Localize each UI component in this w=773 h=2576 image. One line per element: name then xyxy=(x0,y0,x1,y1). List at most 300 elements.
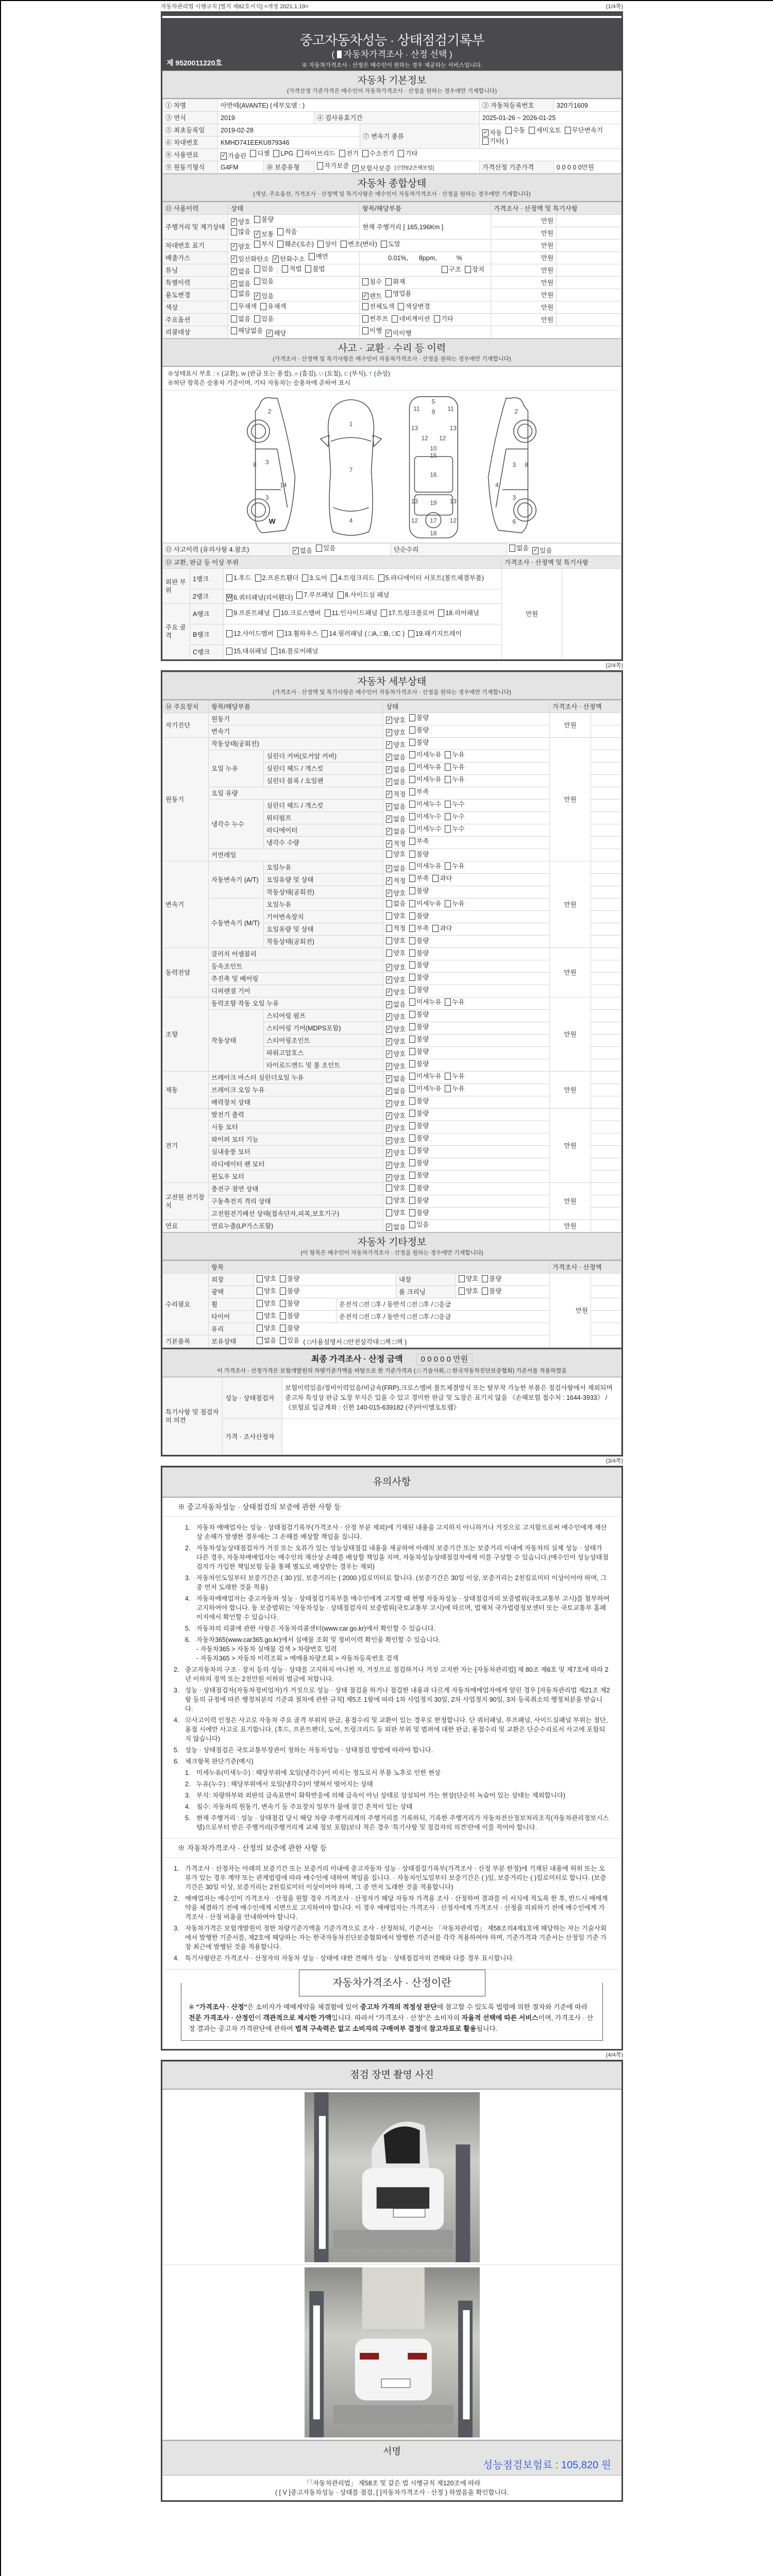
unchecked-box-icon[interactable] xyxy=(280,1337,286,1344)
checked-box-icon[interactable]: ✓ xyxy=(231,256,237,262)
checkbox-option[interactable] xyxy=(231,228,250,236)
checkbox-option[interactable] xyxy=(274,609,321,617)
checkbox-option[interactable] xyxy=(385,329,411,337)
checkbox-option[interactable] xyxy=(297,149,335,158)
checkbox-option[interactable] xyxy=(386,1099,406,1108)
checked-box-icon[interactable]: ✓ xyxy=(386,1125,392,1131)
unchecked-box-icon[interactable] xyxy=(325,609,331,617)
unchecked-box-icon[interactable] xyxy=(274,609,280,617)
remark-field[interactable] xyxy=(591,1146,621,1158)
unchecked-box-icon[interactable] xyxy=(277,630,283,637)
checkbox-option[interactable] xyxy=(231,255,269,263)
remark-field[interactable] xyxy=(591,1158,621,1171)
remark-field[interactable] xyxy=(591,1109,621,1121)
checkbox-option[interactable] xyxy=(386,1124,406,1132)
unchecked-box-icon[interactable] xyxy=(255,574,261,582)
unchecked-box-icon[interactable] xyxy=(386,1197,392,1204)
unchecked-box-icon[interactable] xyxy=(280,1312,286,1319)
unchecked-box-icon[interactable] xyxy=(254,216,260,223)
checked-box-icon[interactable]: ✓ xyxy=(386,828,392,834)
checkbox-option[interactable] xyxy=(362,302,394,311)
unchecked-box-icon[interactable] xyxy=(280,1300,286,1307)
remark-field[interactable] xyxy=(591,923,621,936)
remark-field[interactable] xyxy=(591,1208,621,1220)
checkbox-option[interactable] xyxy=(386,728,406,737)
checked-box-icon[interactable]: ✓ xyxy=(386,754,392,760)
checkbox-option[interactable] xyxy=(362,278,382,286)
checkbox-option[interactable] xyxy=(386,912,406,920)
checkbox-option[interactable] xyxy=(386,1161,406,1170)
checkbox-option[interactable] xyxy=(445,763,464,771)
checkbox-option[interactable] xyxy=(386,716,406,724)
remark-field[interactable] xyxy=(591,1035,621,1047)
unchecked-box-icon[interactable] xyxy=(226,648,232,655)
unchecked-box-icon[interactable] xyxy=(409,1221,415,1228)
unchecked-box-icon[interactable] xyxy=(386,851,392,858)
checkbox-option[interactable] xyxy=(362,315,388,323)
remark-field[interactable] xyxy=(591,1072,621,1084)
checkbox-option[interactable] xyxy=(280,1275,299,1283)
unchecked-box-icon[interactable] xyxy=(280,1275,286,1282)
checkbox-option[interactable] xyxy=(317,240,337,248)
checkbox-option[interactable] xyxy=(409,775,441,784)
checkbox-option[interactable] xyxy=(339,149,359,158)
checkbox-option[interactable] xyxy=(386,1013,406,1021)
checkbox-option[interactable] xyxy=(231,327,263,335)
checkbox-option[interactable] xyxy=(409,998,441,1006)
unchecked-box-icon[interactable] xyxy=(409,1209,415,1216)
unchecked-box-icon[interactable] xyxy=(386,912,392,920)
unchecked-box-icon[interactable] xyxy=(432,925,439,932)
checked-box-icon[interactable]: ✓ xyxy=(386,330,391,336)
checkbox-option[interactable] xyxy=(317,162,349,170)
checkbox-option[interactable] xyxy=(506,126,525,134)
unchecked-box-icon[interactable] xyxy=(409,1172,415,1179)
checkbox-option[interactable] xyxy=(409,738,429,747)
checkbox-option[interactable] xyxy=(386,850,406,858)
checkbox-option[interactable] xyxy=(231,290,250,298)
checkbox-option[interactable] xyxy=(309,252,328,261)
checked-box-icon[interactable]: ✓ xyxy=(386,1075,392,1081)
checkbox-option[interactable] xyxy=(445,900,464,908)
checkbox-option[interactable] xyxy=(221,152,246,160)
remark-field[interactable] xyxy=(591,1183,621,1195)
remark-field[interactable] xyxy=(557,314,621,326)
checkbox-option[interactable] xyxy=(331,574,375,582)
unchecked-box-icon[interactable] xyxy=(339,150,345,157)
unchecked-box-icon[interactable] xyxy=(257,1312,263,1319)
checkbox-option[interactable] xyxy=(386,778,406,786)
checkbox-option[interactable] xyxy=(386,1087,406,1095)
checkbox-option[interactable] xyxy=(302,574,327,582)
checkbox-option[interactable] xyxy=(226,574,251,582)
checkbox-option[interactable] xyxy=(386,976,406,984)
unchecked-box-icon[interactable] xyxy=(409,801,415,808)
checkbox-option[interactable] xyxy=(409,1146,429,1155)
checkbox-option[interactable] xyxy=(257,1287,276,1295)
remark-field[interactable] xyxy=(591,1084,621,1096)
remark-field[interactable] xyxy=(591,911,621,923)
unchecked-box-icon[interactable] xyxy=(409,998,415,1006)
checked-box-icon[interactable]: ✓ xyxy=(221,152,226,159)
unchecked-box-icon[interactable] xyxy=(506,127,512,134)
checkbox-option[interactable] xyxy=(386,1174,406,1182)
checkbox-option[interactable] xyxy=(386,1025,406,1033)
remark-field[interactable] xyxy=(591,899,621,911)
checkbox-option[interactable] xyxy=(254,215,274,224)
checkbox-option[interactable] xyxy=(409,986,429,994)
checkbox-option[interactable] xyxy=(386,803,406,811)
remark-field[interactable] xyxy=(557,215,621,227)
checkbox-option[interactable] xyxy=(226,647,267,655)
checkbox-option[interactable] xyxy=(280,1324,299,1332)
remark-field[interactable] xyxy=(591,985,621,997)
checked-box-icon[interactable]: ✓ xyxy=(386,865,392,871)
remark-field[interactable] xyxy=(591,1311,621,1323)
checkbox-option[interactable] xyxy=(482,137,508,145)
unchecked-box-icon[interactable] xyxy=(409,1023,415,1030)
remark-field[interactable] xyxy=(591,1059,621,1072)
unchecked-box-icon[interactable] xyxy=(409,900,415,907)
checkbox-option[interactable] xyxy=(445,862,464,870)
checkbox-option[interactable] xyxy=(305,265,325,273)
unchecked-box-icon[interactable] xyxy=(398,303,404,310)
checkbox-option[interactable] xyxy=(386,865,406,873)
remark-field[interactable] xyxy=(591,936,621,948)
remark-field[interactable] xyxy=(591,1022,621,1035)
unchecked-box-icon[interactable] xyxy=(442,266,448,273)
checkbox-option[interactable] xyxy=(254,230,274,239)
checkbox-option[interactable] xyxy=(386,1149,406,1157)
checkbox-option[interactable] xyxy=(409,1047,429,1056)
unchecked-box-icon[interactable] xyxy=(386,950,392,957)
checked-box-icon[interactable]: ✓ xyxy=(386,1137,392,1143)
unchecked-box-icon[interactable] xyxy=(392,315,398,323)
unchecked-box-icon[interactable] xyxy=(409,739,415,746)
checkbox-option[interactable] xyxy=(386,1209,406,1217)
checkbox-option[interactable] xyxy=(231,280,250,288)
checkbox-option[interactable] xyxy=(386,1184,406,1192)
checked-box-icon[interactable]: ✓ xyxy=(386,1162,392,1168)
checkbox-option[interactable] xyxy=(482,1275,501,1283)
remark-field[interactable] xyxy=(557,227,621,240)
checked-box-icon[interactable]: ✓ xyxy=(386,1149,392,1156)
checkbox-option[interactable] xyxy=(409,714,429,722)
checkbox-option[interactable] xyxy=(409,726,429,734)
checked-box-icon[interactable]: ✓ xyxy=(386,989,392,995)
checkbox-option[interactable] xyxy=(282,265,301,273)
checkbox-option[interactable] xyxy=(398,149,417,158)
checkbox-option[interactable] xyxy=(386,766,406,774)
unchecked-box-icon[interactable] xyxy=(409,950,415,957)
checked-box-icon[interactable]: ✓ xyxy=(483,129,488,135)
checkbox-option[interactable] xyxy=(386,1223,406,1231)
checkbox-option[interactable] xyxy=(362,149,394,158)
checkbox-option[interactable] xyxy=(231,302,257,311)
checkbox-option[interactable] xyxy=(445,825,464,833)
unchecked-box-icon[interactable] xyxy=(445,751,451,758)
checkbox-option[interactable] xyxy=(296,591,334,599)
remark-field[interactable] xyxy=(562,569,621,659)
checkbox-option[interactable] xyxy=(381,609,434,617)
unchecked-box-icon[interactable] xyxy=(465,266,471,273)
unchecked-box-icon[interactable] xyxy=(398,150,404,157)
checkbox-option[interactable] xyxy=(280,1287,299,1295)
checked-box-icon[interactable]: ✓ xyxy=(255,231,260,237)
checkbox-option[interactable] xyxy=(386,988,406,996)
checkbox-option[interactable] xyxy=(231,218,250,226)
checked-box-icon[interactable]: ✓ xyxy=(386,890,392,896)
checkbox-option[interactable] xyxy=(386,840,406,848)
unchecked-box-icon[interactable] xyxy=(434,315,440,323)
checked-box-icon[interactable]: ✓ xyxy=(386,877,392,884)
unchecked-box-icon[interactable] xyxy=(409,1134,415,1142)
checked-box-icon[interactable]: ✓ xyxy=(386,766,392,772)
checkbox-option[interactable] xyxy=(386,753,406,761)
checkbox-option[interactable] xyxy=(434,315,453,323)
checkbox-option[interactable] xyxy=(445,812,464,821)
checkbox-option[interactable] xyxy=(409,812,441,821)
unchecked-box-icon[interactable] xyxy=(277,228,283,235)
unchecked-box-icon[interactable] xyxy=(362,278,368,285)
unchecked-box-icon[interactable] xyxy=(277,241,283,248)
checkbox-option[interactable] xyxy=(445,775,464,784)
checkbox-option[interactable] xyxy=(445,1084,464,1093)
checked-box-icon[interactable]: ✓ xyxy=(255,293,260,299)
checked-box-icon[interactable]: ✓ xyxy=(353,165,358,171)
unchecked-box-icon[interactable]: W xyxy=(227,594,232,600)
checkbox-option[interactable] xyxy=(386,889,406,897)
unchecked-box-icon[interactable] xyxy=(409,912,415,920)
remark-field[interactable] xyxy=(591,1010,621,1022)
checkbox-option[interactable] xyxy=(257,1336,276,1345)
unchecked-box-icon[interactable] xyxy=(302,574,308,582)
checkbox-option[interactable] xyxy=(277,240,314,248)
remark-field[interactable] xyxy=(591,861,621,874)
unchecked-box-icon[interactable] xyxy=(381,609,387,617)
checkbox-option[interactable] xyxy=(482,1287,501,1295)
checked-box-icon[interactable]: ✓ xyxy=(386,1112,392,1118)
selection-checkbox[interactable] xyxy=(337,50,342,58)
unchecked-box-icon[interactable] xyxy=(386,900,392,907)
checkbox-option[interactable] xyxy=(362,292,382,300)
checkbox-option[interactable] xyxy=(459,1275,478,1283)
unchecked-box-icon[interactable] xyxy=(316,545,322,552)
checkbox-option[interactable] xyxy=(316,544,335,552)
checkbox-option[interactable] xyxy=(325,609,378,617)
checkbox-option[interactable] xyxy=(257,1275,276,1283)
unchecked-box-icon[interactable] xyxy=(257,1275,263,1282)
checkbox-option[interactable] xyxy=(381,240,400,248)
checked-box-icon[interactable]: ✓ xyxy=(386,717,392,723)
remark-field[interactable] xyxy=(591,1286,621,1298)
unchecked-box-icon[interactable] xyxy=(409,974,415,981)
checked-box-icon[interactable]: ✓ xyxy=(386,741,392,748)
remark-field[interactable] xyxy=(591,1274,621,1286)
unchecked-box-icon[interactable] xyxy=(409,1048,415,1055)
checkbox-option[interactable] xyxy=(255,574,299,582)
unchecked-box-icon[interactable] xyxy=(409,937,415,944)
unchecked-box-icon[interactable] xyxy=(445,1073,451,1080)
unchecked-box-icon[interactable] xyxy=(257,1337,263,1344)
remark-field[interactable] xyxy=(591,824,621,837)
unchecked-box-icon[interactable] xyxy=(459,1275,465,1282)
checkbox-option[interactable] xyxy=(271,647,318,655)
remark-field[interactable] xyxy=(591,812,621,824)
remark-field[interactable] xyxy=(591,973,621,985)
checkbox-option[interactable] xyxy=(532,547,552,555)
checked-box-icon[interactable]: ✓ xyxy=(273,256,278,262)
checkbox-option[interactable] xyxy=(386,1075,406,1083)
checked-box-icon[interactable]: ✓ xyxy=(386,1174,392,1180)
unchecked-box-icon[interactable] xyxy=(309,253,315,260)
checkbox-option[interactable] xyxy=(352,164,391,173)
checked-box-icon[interactable]: ✓ xyxy=(533,547,538,553)
checkbox-option[interactable] xyxy=(386,1112,406,1120)
unchecked-box-icon[interactable] xyxy=(409,726,415,734)
remark-field[interactable] xyxy=(591,1133,621,1146)
unchecked-box-icon[interactable] xyxy=(385,290,392,297)
unchecked-box-icon[interactable] xyxy=(459,1287,465,1295)
unchecked-box-icon[interactable] xyxy=(409,1184,415,1192)
unchecked-box-icon[interactable] xyxy=(362,327,368,334)
checkbox-option[interactable] xyxy=(254,315,274,323)
checkbox-option[interactable] xyxy=(409,1122,429,1130)
unchecked-box-icon[interactable] xyxy=(409,1197,415,1204)
remark-field[interactable] xyxy=(591,713,621,725)
unchecked-box-icon[interactable] xyxy=(409,1073,415,1080)
unchecked-box-icon[interactable] xyxy=(445,825,451,833)
unchecked-box-icon[interactable] xyxy=(282,265,288,273)
checked-box-icon[interactable]: ✓ xyxy=(386,1100,392,1106)
unchecked-box-icon[interactable] xyxy=(409,1060,415,1067)
checkbox-option[interactable] xyxy=(409,1023,429,1031)
unchecked-box-icon[interactable] xyxy=(445,776,451,783)
unchecked-box-icon[interactable] xyxy=(386,1209,392,1216)
checked-box-icon[interactable]: ✓ xyxy=(293,547,298,553)
unchecked-box-icon[interactable] xyxy=(226,609,232,617)
checkbox-option[interactable] xyxy=(432,924,452,933)
unchecked-box-icon[interactable] xyxy=(296,591,303,599)
unchecked-box-icon[interactable] xyxy=(260,303,266,310)
checkbox-option[interactable] xyxy=(529,126,561,134)
checked-box-icon[interactable]: ✓ xyxy=(386,1088,392,1094)
checkbox-option[interactable] xyxy=(409,900,441,908)
remark-field[interactable] xyxy=(591,1323,621,1335)
unchecked-box-icon[interactable] xyxy=(445,900,451,907)
checkbox-option[interactable] xyxy=(386,1196,406,1205)
checkbox-option[interactable] xyxy=(409,912,429,920)
checked-box-icon[interactable]: ✓ xyxy=(386,1050,392,1057)
checkbox-option[interactable] xyxy=(378,574,484,582)
checkbox-option[interactable] xyxy=(231,243,250,251)
checkbox-option[interactable] xyxy=(231,267,250,276)
checked-box-icon[interactable]: ✓ xyxy=(386,803,392,809)
checkbox-option[interactable] xyxy=(409,850,429,858)
checkbox-option[interactable] xyxy=(385,290,411,298)
unchecked-box-icon[interactable] xyxy=(445,1085,451,1092)
unchecked-box-icon[interactable] xyxy=(362,303,368,310)
checkbox-option[interactable] xyxy=(409,1209,429,1217)
remark-field[interactable] xyxy=(591,960,621,973)
unchecked-box-icon[interactable] xyxy=(409,887,415,894)
checkbox-option[interactable] xyxy=(386,924,406,933)
checkbox-option[interactable] xyxy=(438,609,479,617)
checkbox-option[interactable] xyxy=(257,1324,276,1332)
unchecked-box-icon[interactable] xyxy=(271,648,277,655)
checked-box-icon[interactable]: ✓ xyxy=(386,791,392,797)
unchecked-box-icon[interactable] xyxy=(409,961,415,969)
unchecked-box-icon[interactable] xyxy=(409,1011,415,1018)
unchecked-box-icon[interactable] xyxy=(341,241,347,248)
unchecked-box-icon[interactable] xyxy=(409,875,415,882)
checkbox-option[interactable] xyxy=(341,240,377,248)
checkbox-option[interactable] xyxy=(226,630,274,638)
checkbox-option[interactable] xyxy=(409,937,429,945)
unchecked-box-icon[interactable] xyxy=(408,630,414,637)
checkbox-option[interactable] xyxy=(409,1134,429,1142)
checkbox-option[interactable] xyxy=(386,1038,406,1046)
unchecked-box-icon[interactable] xyxy=(331,574,337,582)
unchecked-box-icon[interactable] xyxy=(362,315,368,323)
checkbox-option[interactable] xyxy=(409,973,429,981)
checkbox-option[interactable] xyxy=(254,292,274,300)
checked-box-icon[interactable]: ✓ xyxy=(386,1001,392,1007)
unchecked-box-icon[interactable] xyxy=(409,986,415,993)
checkbox-option[interactable] xyxy=(254,240,274,248)
remark-field[interactable] xyxy=(591,775,621,787)
checkbox-option[interactable] xyxy=(432,874,452,883)
remark-field[interactable] xyxy=(557,240,621,252)
remark-field[interactable] xyxy=(557,252,621,264)
checked-box-icon[interactable]: ✓ xyxy=(386,1038,392,1044)
unchecked-box-icon[interactable] xyxy=(385,278,392,285)
checkbox-option[interactable] xyxy=(260,302,286,311)
checkbox-option[interactable] xyxy=(459,1287,478,1295)
checked-box-icon[interactable]: ✓ xyxy=(386,778,392,785)
checkbox-option[interactable] xyxy=(482,129,502,137)
unchecked-box-icon[interactable] xyxy=(317,162,323,170)
checkbox-option[interactable] xyxy=(465,265,484,274)
unchecked-box-icon[interactable] xyxy=(254,265,260,273)
remark-field[interactable] xyxy=(557,264,621,277)
unchecked-box-icon[interactable] xyxy=(409,751,415,758)
remark-field[interactable] xyxy=(591,1298,621,1311)
checkbox-option[interactable] xyxy=(409,961,429,969)
checkbox-option[interactable] xyxy=(409,874,429,883)
checked-box-icon[interactable]: ✓ xyxy=(386,816,392,822)
unchecked-box-icon[interactable] xyxy=(409,825,415,833)
checkbox-option[interactable] xyxy=(409,1060,429,1068)
unchecked-box-icon[interactable] xyxy=(432,875,439,882)
checkbox-option[interactable] xyxy=(338,591,389,599)
unchecked-box-icon[interactable] xyxy=(409,776,415,783)
checkbox-option[interactable] xyxy=(445,800,464,808)
checkbox-option[interactable] xyxy=(280,1312,299,1320)
unchecked-box-icon[interactable] xyxy=(409,1110,415,1117)
remark-field[interactable] xyxy=(591,1121,621,1133)
remark-field[interactable] xyxy=(591,1220,621,1232)
checkbox-option[interactable] xyxy=(409,763,441,771)
remark-field[interactable] xyxy=(591,886,621,899)
checkbox-option[interactable] xyxy=(254,265,274,273)
unchecked-box-icon[interactable] xyxy=(378,574,384,582)
unchecked-box-icon[interactable] xyxy=(565,127,571,134)
checkbox-option[interactable] xyxy=(409,751,441,759)
checkbox-option[interactable] xyxy=(409,825,441,833)
checkbox-option[interactable] xyxy=(386,937,406,945)
checkbox-option[interactable] xyxy=(386,1137,406,1145)
